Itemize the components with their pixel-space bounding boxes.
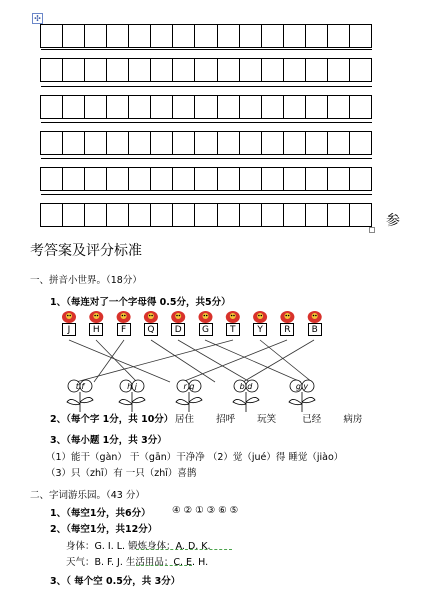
grid-cell: [305, 95, 328, 119]
grid-cell: [106, 58, 129, 82]
grid-cell: [40, 131, 63, 155]
grid-cell: [283, 24, 306, 48]
section2-heading: 二、字词游乐园。（43 分）: [30, 490, 145, 501]
grid-cell: [84, 95, 107, 119]
lowercase-pair: r q: [183, 382, 195, 391]
word-3: 玩笑: [257, 414, 277, 425]
grid-row: [41, 131, 372, 155]
grid-cell: [40, 58, 63, 82]
grid-cell: [172, 58, 195, 82]
section1-q1-label: 1、（每连对了一个字母得 0.5分，共5分）: [50, 297, 231, 308]
grid-cell: [40, 203, 63, 227]
grid-cell: [150, 167, 173, 191]
uppercase-letter-box: Q: [144, 323, 158, 336]
table-move-handle[interactable]: ✣: [32, 13, 43, 24]
grid-cell: [128, 58, 151, 82]
owl-icon: [226, 311, 240, 323]
matching-lines: [69, 340, 314, 382]
grid-cell: [283, 58, 306, 82]
grid-cell: [305, 131, 328, 155]
grid-cell: [172, 24, 195, 48]
grid-cell: [349, 131, 372, 155]
grid-cell: [239, 24, 262, 48]
grid-cell: [283, 95, 306, 119]
uppercase-letter-box: T: [226, 323, 240, 336]
grid-cell: [349, 167, 372, 191]
grid-cell: [84, 131, 107, 155]
flower-icon: [176, 380, 202, 412]
uppercase-letter-box: R: [280, 323, 294, 336]
grid-band-line: [41, 158, 372, 159]
grid-cell: [283, 131, 306, 155]
grid-cell: [128, 203, 151, 227]
grid-row: [41, 95, 372, 119]
grid-band-line: [41, 49, 372, 50]
grid-cell: [194, 95, 217, 119]
grid-row: [41, 203, 372, 227]
grid-cell: [84, 203, 107, 227]
grid-band-line: [41, 86, 372, 87]
grid-cell: [261, 131, 284, 155]
section2-q2-label: 2、（每空1分，共12分）: [50, 524, 158, 535]
owl-icon: [308, 311, 322, 323]
section1-q2-label: 2、（每个字 1分，共 10分）: [50, 414, 174, 425]
grid-cell: [217, 131, 240, 155]
grid-cell: [261, 167, 284, 191]
grid-cell: [327, 167, 350, 191]
lowercase-pair: t f: [75, 382, 85, 391]
grid-band-line: [41, 122, 372, 123]
grid-cell: [239, 131, 262, 155]
grid-cell: [217, 24, 240, 48]
grid-cell: [62, 95, 85, 119]
owl-icon: [171, 311, 185, 323]
grid-cell: [106, 203, 129, 227]
grid-cell: [305, 24, 328, 48]
grid-row: [41, 58, 372, 82]
word-4: 已经: [302, 414, 322, 425]
grid-cell: [84, 167, 107, 191]
grid-cell: [327, 58, 350, 82]
grid-cell: [150, 58, 173, 82]
section2-q1-label: 1、（每空1分，共6分）: [50, 508, 151, 519]
grid-cell: [327, 203, 350, 227]
grid-cell: [62, 167, 85, 191]
grid-cell: [40, 95, 63, 119]
section1-q3-line1: （1）能干（gàn） 干（gān）干净净 （2）觉（jué）得 睡觉（jiào）: [46, 452, 344, 463]
grid-cell: [239, 203, 262, 227]
flower-icon: [233, 380, 259, 412]
grid-cell: [217, 58, 240, 82]
flower-icons: [67, 380, 315, 412]
section1-q2-words: [175, 411, 362, 425]
word-2: 招呼: [216, 414, 236, 425]
answer-title-first-char: 参: [386, 213, 400, 229]
uppercase-letter-box: B: [308, 323, 322, 336]
grid-band-line: [41, 194, 372, 195]
owl-icon: [144, 311, 158, 323]
owl-icon: [253, 311, 267, 323]
uppercase-letter-box: H: [89, 323, 103, 336]
grid-cell: [62, 131, 85, 155]
grid-cell: [172, 167, 195, 191]
grid-cell: [128, 95, 151, 119]
grid-cell: [84, 58, 107, 82]
grid-cell: [172, 203, 195, 227]
grid-cell: [217, 95, 240, 119]
grid-cell: [261, 95, 284, 119]
grid-cell: [349, 24, 372, 48]
owl-icon: [199, 311, 213, 323]
grid-cell: [128, 167, 151, 191]
grid-cell: [239, 167, 262, 191]
grid-cell: [62, 24, 85, 48]
spellcheck-underline: [136, 549, 232, 550]
uppercase-letter-box: Y: [253, 323, 267, 336]
word-1: 居住: [175, 414, 195, 425]
grid-cell: [305, 203, 328, 227]
grid-cell: [194, 167, 217, 191]
grid-cell: [327, 24, 350, 48]
grid-cell: [150, 131, 173, 155]
grid-cell: [194, 24, 217, 48]
grid-cell: [150, 95, 173, 119]
grid-cell: [305, 167, 328, 191]
section1-heading: 一、拼音小世界。（18分）: [30, 275, 142, 286]
grid-cell: [305, 58, 328, 82]
grid-cell: [217, 167, 240, 191]
section1-q3-label: 3、（每小题 1分，共 3分）: [50, 435, 167, 446]
answer-title: 考答案及评分标准: [30, 243, 142, 259]
grid-cell: [194, 58, 217, 82]
spellcheck-underline: [136, 565, 192, 566]
uppercase-letter-box: G: [199, 323, 213, 336]
owl-icon: [280, 311, 294, 323]
grid-cell: [150, 24, 173, 48]
flower-icon: [67, 380, 93, 412]
grid-cell: [349, 58, 372, 82]
grid-cell: [106, 131, 129, 155]
grid-cell: [283, 203, 306, 227]
section2-q1-answers: ④ ② ① ③ ⑥ ⑤: [172, 505, 239, 516]
grid-cell: [106, 95, 129, 119]
grid-cell: [327, 95, 350, 119]
grid-cell: [349, 95, 372, 119]
lowercase-pair: g y: [295, 382, 309, 391]
owl-icons: [62, 311, 322, 323]
grid-cell: [194, 203, 217, 227]
table-resize-handle[interactable]: [369, 227, 375, 233]
grid-cell: [172, 131, 195, 155]
uppercase-letter-box: J: [62, 323, 76, 336]
grid-cell: [194, 131, 217, 155]
grid-cell: [128, 131, 151, 155]
grid-row: [41, 24, 372, 48]
grid-cell: [283, 167, 306, 191]
section1-q3-line2: （3）只（zhī）有 一只（zhī）喜鹊: [46, 468, 197, 479]
flower-icon: [119, 380, 145, 412]
grid-cell: [349, 203, 372, 227]
grid-cell: [62, 58, 85, 82]
lowercase-pair: b d: [239, 382, 253, 391]
grid-cell: [150, 203, 173, 227]
owl-icon: [62, 311, 76, 323]
grid-cell: [261, 203, 284, 227]
grid-cell: [106, 24, 129, 48]
grid-cell: [40, 167, 63, 191]
section2-q3-label: 3、（ 每个空 0.5分，共 3分）: [50, 576, 181, 587]
grid-cell: [239, 95, 262, 119]
section2-weather-line: 天气：B. F. J. 生活用品：C. E. H.: [66, 557, 209, 568]
flower-icon: [289, 380, 315, 412]
uppercase-letter-box: D: [171, 323, 185, 336]
grid-cell: [261, 58, 284, 82]
grid-cell: [84, 24, 107, 48]
grid-cell: [172, 95, 195, 119]
grid-cell: [261, 24, 284, 48]
section2-body-line: 身体：G. I. L. 锻炼身体：A. D. K.: [66, 541, 211, 552]
grid-row: [41, 167, 372, 191]
grid-cell: [327, 131, 350, 155]
word-5: 病房: [343, 414, 363, 425]
grid-cell: [40, 24, 63, 48]
grid-cell: [62, 203, 85, 227]
grid-cell: [239, 58, 262, 82]
grid-cell: [106, 167, 129, 191]
uppercase-letter-box: F: [117, 323, 131, 336]
grid-cell: [128, 24, 151, 48]
owl-icon: [117, 311, 131, 323]
owl-icon: [89, 311, 103, 323]
grid-cell: [217, 203, 240, 227]
lowercase-pair: h j: [127, 382, 137, 391]
